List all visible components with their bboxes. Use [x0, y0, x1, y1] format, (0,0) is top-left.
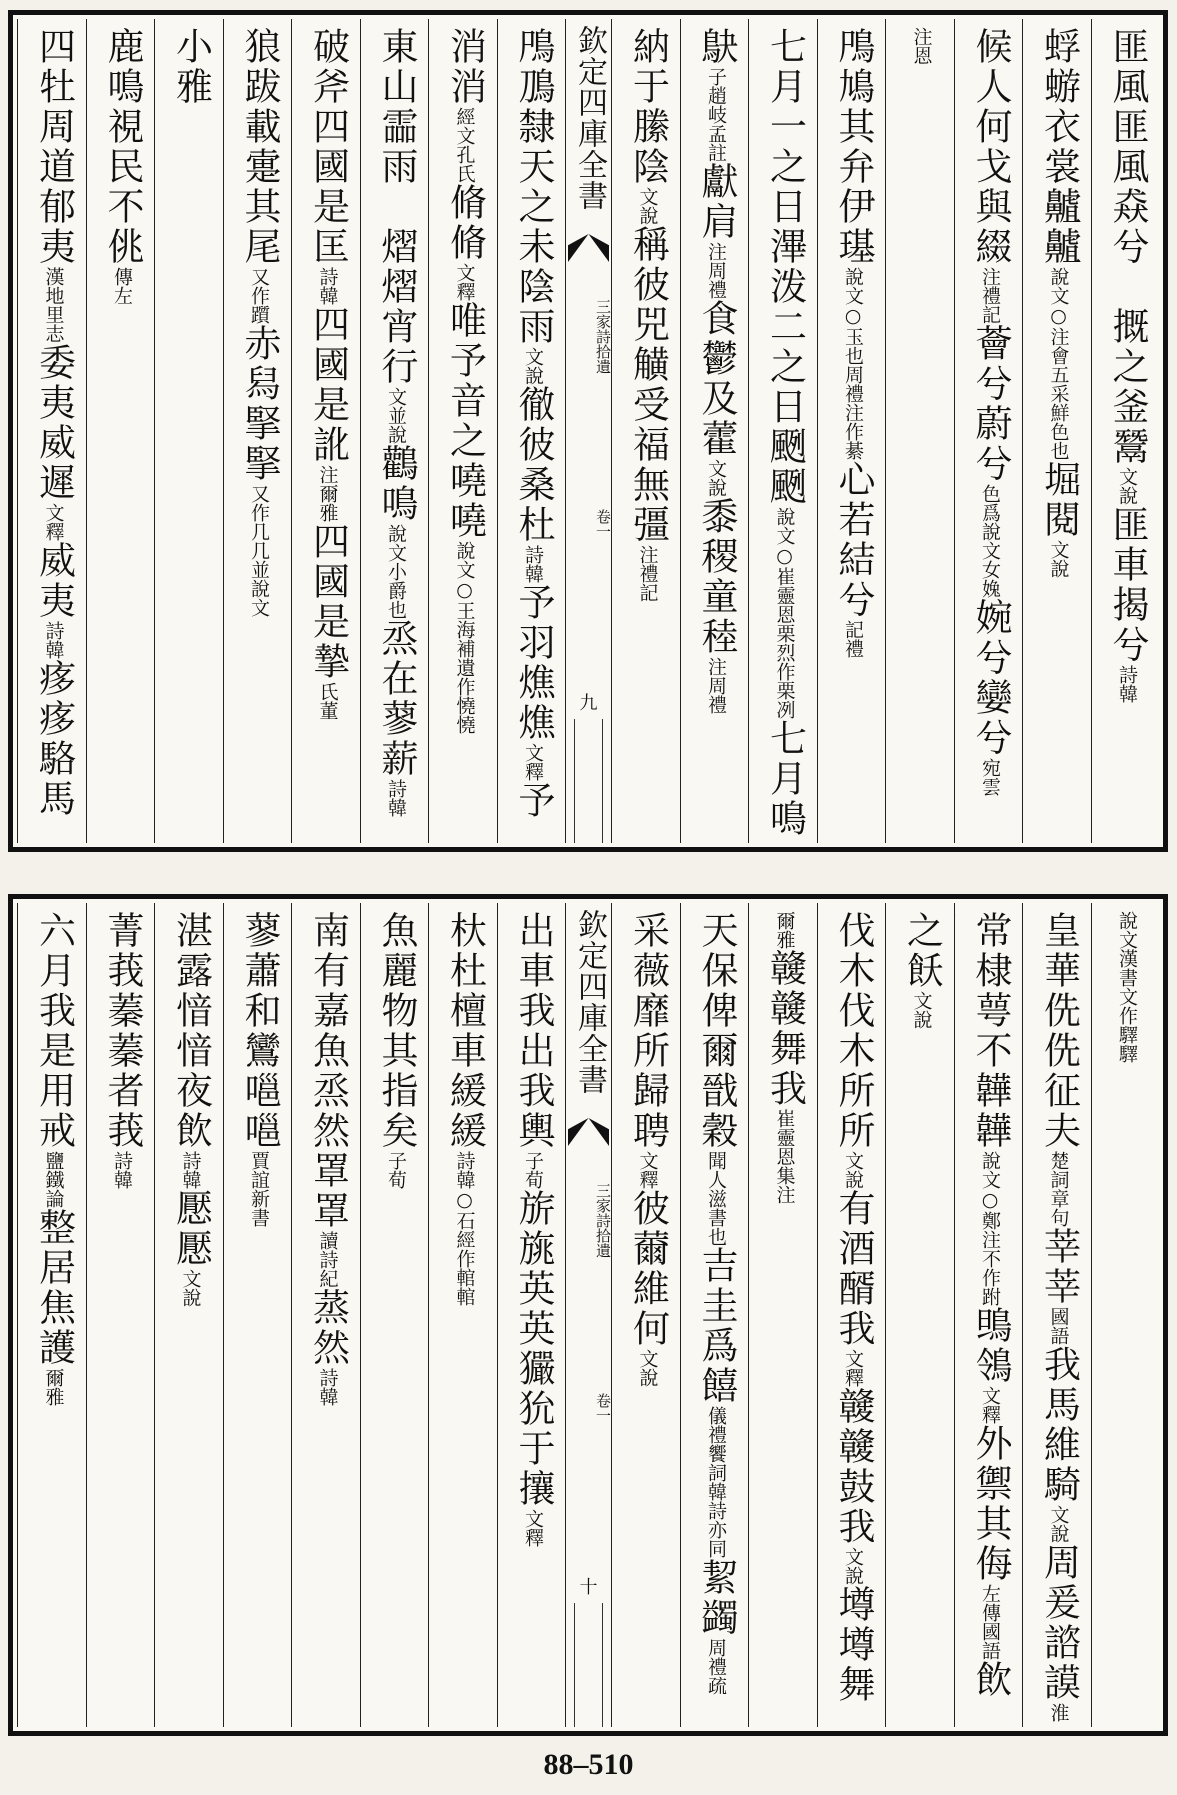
annotation-note: 子趙岐孟註	[705, 67, 727, 162]
main-text: 湛露愔愔夜飲	[169, 911, 213, 1151]
main-text: 獻肩	[695, 162, 738, 242]
annotation-note: 聞人滋書也	[705, 1151, 727, 1246]
main-text: 采薇靡所歸聘	[626, 911, 670, 1151]
main-text: 四國是訛	[306, 305, 350, 465]
main-text: 有酒醑我	[832, 1189, 875, 1349]
annotation-note: 文說	[1116, 467, 1138, 505]
annotation-note: 說文○王海補遺作憢憢	[453, 541, 476, 734]
annotation-note: 文釋	[522, 743, 544, 781]
annotation-note: 氏董	[316, 682, 339, 720]
main-text: 懕懕	[169, 1189, 213, 1269]
main-text: 旂旐英英	[512, 1189, 555, 1349]
main-text: 威夷	[32, 541, 76, 621]
main-text: 候人何戈與綴	[969, 27, 1012, 267]
main-text: 狼跋載疐其尾	[238, 27, 281, 267]
main-text: 竷竷鼓我	[832, 1387, 875, 1547]
annotation-note: 注爾雅	[316, 465, 339, 522]
annotation-note: 文釋	[42, 503, 65, 541]
text-column	[611, 19, 680, 843]
annotation-note: 詩韓	[1116, 665, 1138, 703]
main-text: 予羽燋燋	[512, 583, 555, 743]
book-title: 欽定四庫全書	[572, 909, 607, 1095]
annotation-note: 子荀	[522, 1151, 544, 1189]
annotation-note: 文說	[1047, 540, 1070, 578]
annotation-note: 文說	[842, 1151, 864, 1189]
center-band	[574, 719, 603, 843]
text-column	[223, 19, 292, 843]
annotation-note: 經文孔氏	[453, 107, 476, 183]
main-text: 皇華侁侁征夫	[1037, 911, 1081, 1151]
annotation-note: 詩韓	[42, 621, 65, 659]
volume-label: 卷一	[594, 1393, 612, 1423]
text-column	[611, 903, 680, 1727]
annotation-note: 詩韓	[522, 545, 544, 583]
folio-number: 十	[579, 1577, 598, 1598]
book-title: 欽定四庫全書	[572, 25, 607, 211]
text-column	[954, 903, 1023, 1727]
annotation-note: 文說	[522, 347, 544, 385]
text-column	[17, 903, 86, 1727]
text-column	[680, 19, 749, 843]
annotation-note: 又作躓	[248, 267, 270, 324]
annotation-note: 詩韓	[179, 1151, 202, 1189]
work-title: 三家詩拾遺	[594, 1183, 612, 1258]
text-column	[154, 903, 223, 1727]
annotation-note: 文說	[636, 187, 659, 225]
main-text: 鸛鳴	[375, 444, 418, 524]
main-text: 赤舄掔掔	[238, 324, 281, 484]
annotation-note: 文說	[1047, 1505, 1070, 1543]
annotation-note: 子荀	[385, 1151, 407, 1189]
main-text: 絜蠲	[695, 1558, 738, 1638]
main-text: 南有嘉魚烝然罩罩	[306, 911, 350, 1231]
annotation-note: 詩韓	[111, 1151, 133, 1189]
text-column	[497, 19, 566, 843]
main-text: 四國是摯	[306, 522, 350, 682]
main-text: 彼薾維何	[626, 1189, 670, 1349]
annotation-note: 文釋	[522, 1509, 544, 1547]
annotation-note: 爾雅	[773, 911, 796, 949]
annotation-note: 說文○崔靈恩栗烈作栗冽	[773, 507, 796, 719]
annotation-note: 楚詞章句	[1047, 1151, 1070, 1227]
annotation-note: 文釋	[979, 1386, 1001, 1424]
main-text: 予	[512, 781, 555, 821]
text-column	[17, 19, 86, 843]
text-column	[360, 19, 429, 843]
main-text: 鳲鳩其弁伊璂	[832, 27, 875, 267]
main-text: 威遲	[32, 423, 76, 503]
main-text: 婉兮孌兮	[969, 598, 1012, 758]
main-text: 心若結兮	[832, 460, 875, 620]
volume-label: 卷一	[594, 509, 612, 539]
annotation-note: 爾雅	[42, 1368, 65, 1406]
folio-number: 九	[579, 693, 598, 714]
main-text: 小雅	[169, 27, 213, 107]
text-column	[154, 19, 223, 843]
main-text: 我馬維騎	[1037, 1345, 1081, 1505]
annotation-note: 文並說	[385, 387, 407, 444]
main-text: 吉圭爲饎	[695, 1246, 738, 1406]
text-column	[86, 19, 155, 843]
text-column	[748, 903, 817, 1727]
annotation-note: 傳左	[111, 267, 133, 305]
annotation-note: 宛雲	[979, 758, 1001, 796]
annotation-note: 文說	[705, 459, 727, 497]
annotation-note: 文說	[179, 1269, 202, 1307]
annotation-note: 注周禮	[705, 242, 727, 299]
main-text: 匪風匪風猋兮 摡之釜鬵	[1106, 27, 1149, 467]
text-column	[748, 19, 817, 843]
main-text: 七月一之日滭泼二之日颲颲	[763, 27, 807, 507]
text-column	[428, 19, 497, 843]
annotation-note: 崔靈恩集注	[773, 1109, 796, 1204]
annotation-note: 說文○鄭注不作跗	[979, 1151, 1001, 1306]
annotation-note: 漢地里志	[42, 267, 65, 343]
annotation-note: 周禮疏	[705, 1638, 727, 1695]
main-text: 外禦其侮	[969, 1424, 1012, 1584]
main-text: 脩脩	[443, 183, 487, 263]
text-column	[1022, 903, 1091, 1727]
annotation-note: 讀詩紀	[316, 1231, 339, 1288]
annotation-note: 說文○注會五采鮮色也	[1047, 267, 1070, 460]
annotation-note: 文釋	[453, 263, 476, 301]
main-text: 匪車揭兮	[1106, 505, 1149, 665]
annotation-note: 注周禮	[705, 657, 727, 714]
annotation-note: 詩韓	[316, 267, 339, 305]
main-text: 蜉蝣衣裳齇齇	[1037, 27, 1081, 267]
main-text: 出車我出我輿	[512, 911, 555, 1151]
text-column	[680, 903, 749, 1727]
main-text: 飲	[969, 1660, 1012, 1700]
annotation-note: 注禮記	[979, 267, 1001, 324]
text-column	[497, 903, 566, 1727]
main-text: 烝在蓼薪	[375, 619, 418, 779]
main-text: 伐木伐木所所	[832, 911, 875, 1151]
main-text: 破斧四國是匡	[306, 27, 350, 267]
bottom-columns	[17, 903, 1159, 1727]
annotation-note: 注禮記	[636, 545, 659, 602]
main-text: 鴃	[695, 27, 738, 67]
main-text: 蒸然	[306, 1288, 350, 1368]
text-column	[817, 19, 886, 843]
annotation-note: 左傳國語	[979, 1584, 1001, 1660]
text-column	[1091, 19, 1160, 843]
main-text: 四牡周道郁夷	[32, 27, 76, 267]
text-column	[360, 903, 429, 1727]
annotation-note: 說文小爵也	[385, 524, 407, 619]
annotation-note: 詩韓○石經作輨輨	[453, 1151, 476, 1306]
center-fold	[565, 903, 611, 1727]
annotation-note: 文釋	[842, 1349, 864, 1387]
annotation-note: 詩韓	[316, 1368, 339, 1406]
text-column	[291, 903, 360, 1727]
main-text: 六月我是用戒	[32, 911, 76, 1151]
top-page	[8, 10, 1168, 852]
main-text: 菁莪蓁蓁者莪	[101, 911, 144, 1151]
main-text: 鴠鴒	[969, 1306, 1012, 1386]
fish-tail-mark	[568, 1118, 609, 1146]
main-text: 黍稷童稑	[695, 497, 738, 657]
main-text: 鹿鳴視民不佻	[101, 27, 144, 267]
main-text: 唯予音之嘵嘵	[443, 301, 487, 541]
main-text: 委夷	[32, 343, 76, 423]
text-column	[885, 19, 954, 843]
text-column	[1091, 903, 1160, 1727]
text-column	[1022, 19, 1091, 843]
annotation-note: 色爲說文女婏	[979, 484, 1001, 598]
annotation-note: 注恩	[910, 27, 933, 65]
main-text: 蓼蕭和鸞嗈嗈	[238, 911, 281, 1151]
main-text: 痑痑駱馬	[32, 659, 76, 819]
annotation-note: 文說	[636, 1349, 659, 1387]
center-fold	[565, 19, 611, 843]
annotation-note: 國語	[1047, 1307, 1070, 1345]
main-text: 莘莘	[1037, 1227, 1081, 1307]
top-columns	[17, 19, 1159, 843]
annotation-note: 說文漢書文作驛驛	[1116, 911, 1138, 1063]
main-text: 玁狁于攘	[512, 1349, 555, 1509]
text-column	[817, 903, 886, 1727]
text-column	[885, 903, 954, 1727]
main-text: 竷竷舞我	[763, 949, 807, 1109]
main-text: 納于縢陰	[626, 27, 670, 187]
main-text: 魚麗物其指矣	[375, 911, 418, 1151]
annotation-note: 淮	[1047, 1703, 1070, 1722]
text-column	[428, 903, 497, 1727]
main-text: 堀閱	[1037, 460, 1081, 540]
main-text: 天保俾爾戩穀	[695, 911, 738, 1151]
page-number-footer: 88–510	[543, 1748, 634, 1781]
main-text: 徹彼桑杜	[512, 385, 555, 545]
annotation-note: 儀禮饗詞韓詩亦同	[705, 1406, 727, 1558]
annotation-note: 文釋	[636, 1151, 659, 1189]
center-band	[574, 1603, 603, 1727]
work-title: 三家詩拾遺	[594, 299, 612, 374]
text-column	[291, 19, 360, 843]
text-column	[86, 903, 155, 1727]
text-column	[223, 903, 292, 1727]
annotation-note: 說文○玉也周禮注作綦	[842, 267, 864, 460]
fish-tail-mark	[568, 234, 609, 262]
main-text: 杕杜檀車緩緩	[443, 911, 487, 1151]
annotation-note: 詩韓	[385, 779, 407, 817]
annotation-note: 賈誼新書	[248, 1151, 270, 1227]
bottom-page	[8, 894, 1168, 1736]
main-text: 周爰諮謨	[1037, 1543, 1081, 1703]
annotation-note: 又作几几並說文	[248, 484, 270, 617]
annotation-note: 文說	[842, 1547, 864, 1585]
main-text: 食鬱及藿	[695, 299, 738, 459]
main-text: 整居焦護	[32, 1208, 76, 1368]
main-text: 東山霝雨 熠熠宵行	[375, 27, 418, 387]
main-text: 消消	[443, 27, 487, 107]
text-column	[954, 19, 1023, 843]
annotation-note: 文說	[910, 991, 933, 1029]
annotation-note: 記禮	[842, 620, 864, 658]
main-text: 薈兮蔚兮	[969, 324, 1012, 484]
annotation-note: 鹽鐵論	[42, 1151, 65, 1208]
main-text: 之飫	[900, 911, 944, 991]
main-text: 七月鳴	[763, 719, 807, 839]
main-text: 鳲鳭隸天之未陰雨	[512, 27, 555, 347]
main-text: 常棣萼不韡韡	[969, 911, 1012, 1151]
main-text: 墫墫舞	[832, 1585, 875, 1705]
main-text: 稱彼兕觵受福無彊	[626, 225, 670, 545]
